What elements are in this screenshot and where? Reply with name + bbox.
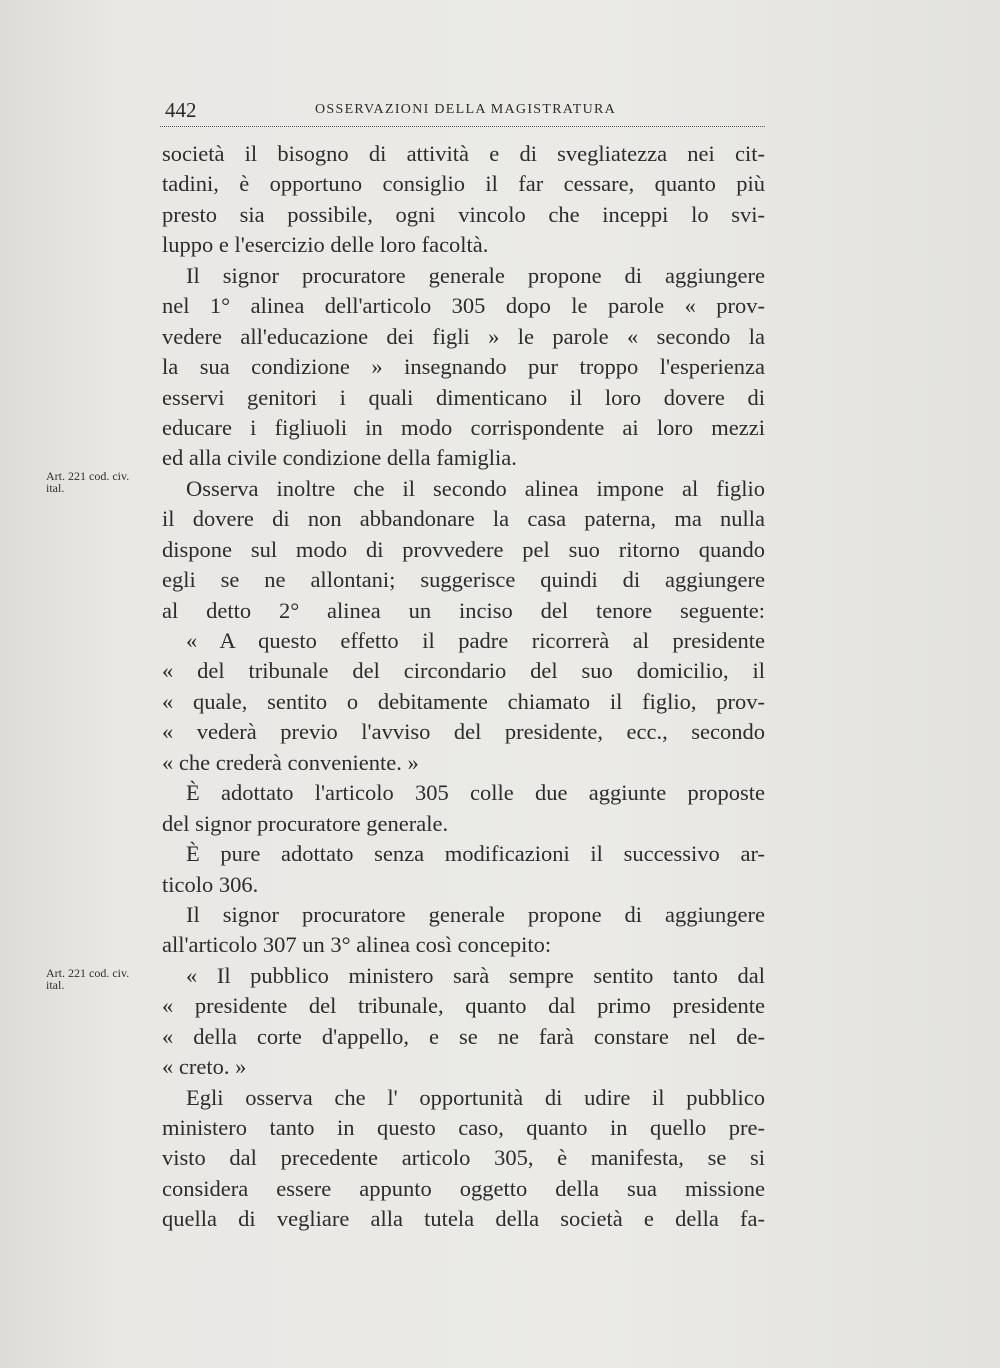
text-line: tadini, è opportuno consiglio il far cessare, quanto più: [162, 171, 765, 197]
text-line: Egli osserva che l' opportunità di udire il pubblico: [186, 1084, 765, 1110]
text-line: del signor procuratore generale.: [162, 810, 449, 836]
margin-note-line: ital.: [46, 481, 65, 495]
margin-note-line: Art. 221 cod. civ.: [46, 469, 130, 483]
text-line: educare i figliuoli in modo corrispondente ai loro mezzi: [162, 414, 765, 440]
text-line: il dovere di non abbandonare la casa paterna, ma nulla: [162, 506, 765, 532]
text-line: « Il pubblico ministero sarà sempre sentito tanto dal: [186, 962, 765, 988]
text-line: « quale, sentito o debitamente chiamato il figlio, prov-: [162, 688, 765, 714]
running-title: OSSERVAZIONI DELLA MAGISTRATURA: [315, 102, 617, 117]
text-line: « creto. »: [162, 1054, 247, 1080]
margin-note: [46, 967, 129, 991]
page-number: 442: [165, 98, 197, 122]
text-line: luppo e l'esercizio delle loro facoltà.: [162, 232, 489, 258]
text-line: È pure adottato senza modificazioni il successivo ar-: [186, 841, 765, 867]
running-header: [160, 96, 765, 127]
text-line: presto sia possibile, ogni vincolo che inceppi lo svi-: [162, 201, 765, 227]
text-line: società il bisogno di attività e di svegliatezza nei cit-: [162, 141, 765, 166]
text-line: « che crederà conveniente. »: [162, 749, 419, 775]
text-line: vedere all'educazione dei figli » le parole « secondo la: [162, 323, 765, 349]
text-line: ticolo 306.: [162, 871, 259, 897]
body-text: [162, 139, 765, 1235]
text-line: egli se ne allontani; suggerisce quindi di aggiungere: [162, 567, 765, 593]
text-line: Il signor procuratore generale propone di aggiungere: [186, 262, 765, 288]
text-line: all'articolo 307 un 3° alinea così concepito:: [162, 932, 552, 958]
text-line: « presidente del tribunale, quanto dal primo presidente: [162, 993, 765, 1019]
text-line: esservi genitori i quali dimenticano il loro dovere di: [162, 384, 765, 410]
text-line: dispone sul modo di provvedere pel suo ritorno quando: [162, 536, 765, 562]
text-line: « del tribunale del circondario del suo domicilio, il: [162, 658, 765, 684]
text-line: nel 1° alinea dell'articolo 305 dopo le parole « prov-: [162, 293, 765, 319]
text-line: visto dal precedente articolo 305, è manifesta, se si: [162, 1145, 765, 1171]
margin-note: [46, 470, 129, 494]
text-line: quella di vegliare alla tutela della società e della fa-: [162, 1206, 765, 1232]
text-line: ministero tanto in questo caso, quanto in quello pre-: [162, 1115, 765, 1140]
text-line: al detto 2° alinea un inciso del tenore seguente:: [162, 597, 765, 623]
text-line: Osserva inoltre che il secondo alinea impone al figlio: [186, 475, 765, 501]
text-line: ed alla civile condizione della famiglia.: [162, 445, 517, 471]
text-line: « A questo effetto il padre ricorrerà al presidente: [186, 628, 765, 653]
text-line: la sua condizione » insegnando pur troppo l'esperienza: [162, 354, 765, 380]
text-line: considera essere appunto oggetto della sua missione: [162, 1175, 765, 1201]
margin-note-line: Art. 221 cod. civ.: [46, 966, 130, 980]
text-line: « vederà previo l'avviso del presidente, ecc., secondo: [162, 719, 765, 745]
margin-note-line: ital.: [46, 978, 65, 992]
text-line: Il signor procuratore generale propone di aggiungere: [186, 901, 765, 927]
text-line: « della corte d'appello, e se ne farà constare nel de-: [162, 1023, 765, 1049]
text-line: È adottato l'articolo 305 colle due aggiunte proposte: [186, 780, 765, 806]
